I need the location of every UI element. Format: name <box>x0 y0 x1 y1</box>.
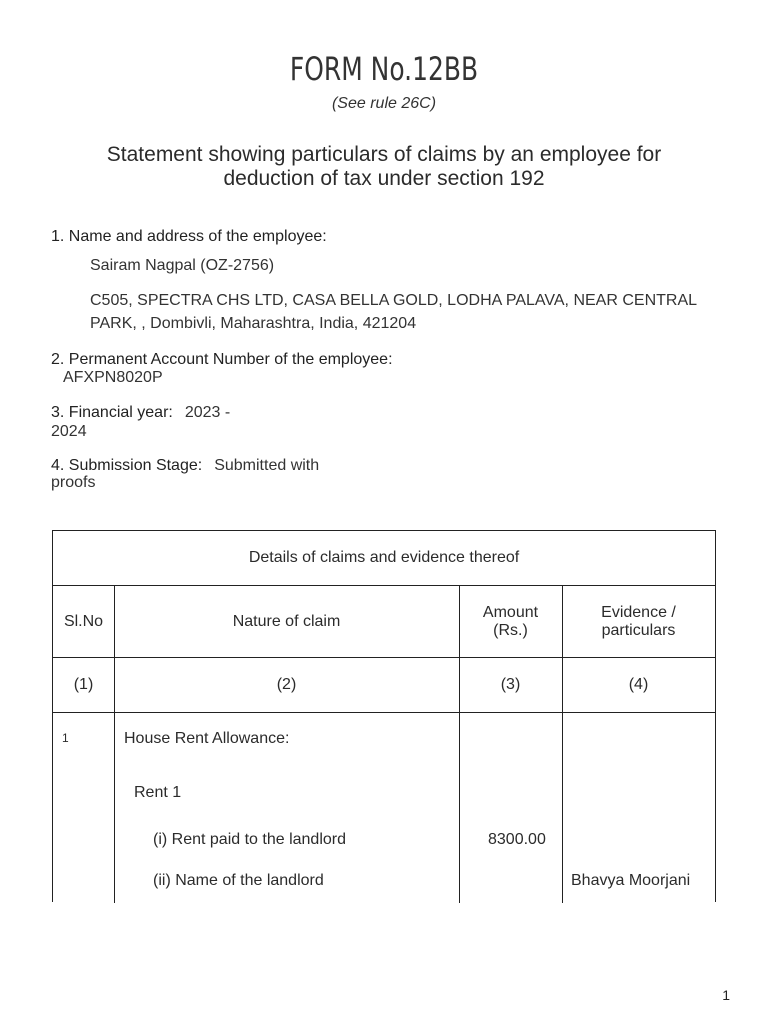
table-header-row <box>53 586 715 658</box>
column-divider <box>114 586 115 903</box>
table-column-number-row <box>53 658 715 713</box>
pan-label: 2. Permanent Account Number of the employee: <box>51 351 393 368</box>
landlord-name-value: Bhavya Moorjani <box>571 872 691 889</box>
row-claim-title: House Rent Allowance: <box>124 730 290 747</box>
row-slno: 1 <box>62 731 69 745</box>
header-evidence: Evidence / particulars <box>601 603 676 639</box>
colnum-2: (2) <box>276 676 297 693</box>
employee-name-label: 1. Name and address of the employee: <box>51 228 327 245</box>
header-amount: Amount (Rs.) <box>482 603 539 639</box>
page-number: 1 <box>722 987 730 1003</box>
form-subtitle: (See rule 26C) <box>331 95 437 112</box>
financial-year-section <box>51 403 261 441</box>
claims-table <box>52 530 716 902</box>
submission-stage-section <box>51 457 361 491</box>
colnum-4: (4) <box>628 676 649 693</box>
employee-address: C505, SPECTRA CHS LTD, CASA BELLA GOLD, LODHA PALAVA, NEAR CENTRAL PARK, , Dombivli, Maharashtra, India, 421204 <box>90 292 697 332</box>
pan-value: AFXPN8020P <box>63 369 163 386</box>
colnum-3: (3) <box>500 676 521 693</box>
submission-stage-value: Submitted with proofs <box>51 457 320 491</box>
table-caption: Details of claims and evidence thereof <box>248 549 520 566</box>
landlord-name-label: (ii) Name of the landlord <box>153 872 324 889</box>
column-divider <box>562 586 563 903</box>
financial-year-label: 3. Financial year: <box>51 404 173 421</box>
employee-name: Sairam Nagpal (OZ-2756) <box>90 257 275 274</box>
row-sub-title: Rent 1 <box>134 784 182 801</box>
form-title: FORM No.12BB <box>289 50 479 88</box>
column-divider <box>459 586 460 903</box>
rent-paid-label: (i) Rent paid to the landlord <box>153 831 346 848</box>
header-nature-of-claim: Nature of claim <box>232 612 341 630</box>
colnum-1: (1) <box>73 676 94 693</box>
table-caption-row <box>53 531 715 586</box>
statement-heading: Statement showing particulars of claims by an employee for deduction of tax under section 192 <box>106 143 662 190</box>
submission-stage-label: 4. Submission Stage: <box>51 457 203 474</box>
rent-paid-amount: 8300.00 <box>488 831 546 848</box>
financial-year-value: 2023 - 2024 <box>51 404 231 440</box>
header-slno: Sl.No <box>63 612 104 630</box>
